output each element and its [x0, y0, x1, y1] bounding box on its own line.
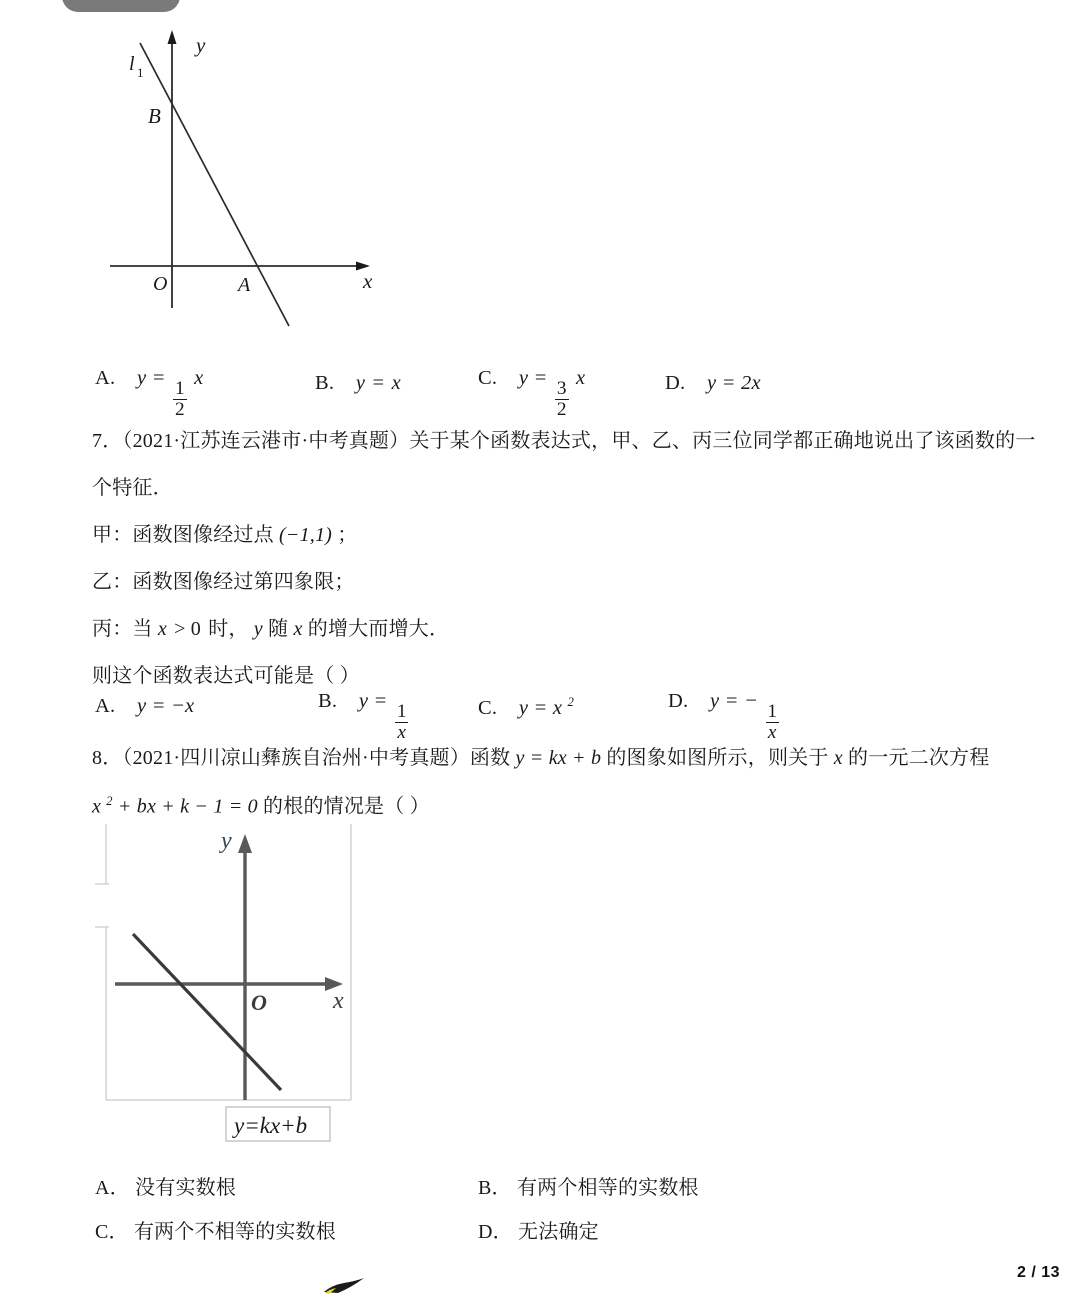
q7-option-c[interactable]	[478, 696, 574, 718]
q7-option-b-lhs: y =	[358, 690, 388, 712]
q7-clue-bing-cond: > 0	[174, 618, 201, 640]
header-tab-decoration	[62, 0, 180, 12]
q8-option-c[interactable]	[95, 1222, 336, 1242]
q6-option-c-variable: x	[576, 367, 586, 389]
figure-label-l: l	[129, 53, 135, 75]
q6-option-d-label: D.	[665, 372, 686, 394]
q8-option-b-label: B．	[478, 1177, 512, 1199]
q6-option-c-numerator: 3	[556, 378, 567, 400]
figure-question-8-coordinate-graph	[93, 822, 368, 1152]
q8-equation-exponent: 2	[106, 794, 113, 808]
q6-option-a-lhs: y =	[137, 367, 166, 389]
figure-point-label-o: O	[153, 273, 168, 295]
q7-clue-jia	[92, 525, 357, 545]
q7-option-d-label: D.	[668, 690, 689, 712]
q7-option-c-lhs: y = x	[518, 696, 563, 719]
q7-option-b-numerator: 1	[396, 701, 407, 723]
q7-option-b-denominator: x	[397, 721, 407, 743]
figure-axis-label-x: x	[363, 269, 373, 293]
q7-clue-jia-point: (−1,1)	[279, 524, 333, 546]
q8-option-c-text: 有两个不相等的实数根	[133, 1221, 336, 1243]
q6-option-b[interactable]	[315, 373, 401, 394]
figure-point-label-b: B	[148, 104, 161, 128]
q6-option-b-rhs: x	[391, 372, 401, 394]
q8-y-axis-arrowhead	[238, 834, 252, 853]
q8-stem-part-2: 的图象如图所示，则关于	[606, 747, 829, 769]
q7-option-c-label: C.	[478, 696, 498, 719]
q8-equation-x: x	[92, 795, 102, 818]
q8-option-c-label: C．	[95, 1221, 129, 1243]
q8-option-d-label: D．	[478, 1221, 513, 1243]
figure-label-l-subscript: 1	[137, 65, 144, 80]
q7-option-c-exponent: 2	[567, 695, 575, 709]
q8-line-label-text: y=kx+b	[234, 1113, 308, 1138]
q8-option-b-text: 有两个相等的实数根	[516, 1177, 699, 1199]
q6-option-c-label: C.	[478, 367, 498, 389]
q8-stem-part-3: 的一元二次方程	[848, 747, 990, 769]
q6-option-a-variable: x	[194, 367, 204, 389]
q6-option-b-equals: =	[372, 372, 385, 394]
q7-option-d-fraction	[765, 702, 779, 742]
q6-option-a-denominator: 2	[175, 398, 185, 420]
q7-option-a-label: A.	[95, 695, 116, 717]
q7-clue-yi: 乙：函数图像经过第四象限；	[92, 571, 355, 593]
figure-point-label-a: A	[238, 274, 251, 296]
q8-option-a-label: A．	[95, 1177, 130, 1199]
q7-option-b-label: B.	[318, 690, 338, 712]
q7-option-d-denominator: x	[767, 721, 777, 743]
q6-option-a-label: A.	[95, 367, 116, 389]
q7-option-d-lhs: y = −	[710, 690, 759, 712]
q7-option-d[interactable]	[668, 691, 781, 742]
q6-option-a-fraction	[173, 379, 187, 419]
q6-option-b-label: B.	[315, 372, 335, 394]
q8-option-a-text: 没有实数根	[135, 1177, 237, 1199]
q8-option-b[interactable]	[478, 1178, 699, 1198]
q7-ask-line: 则这个函数表达式可能是（ ）	[92, 665, 360, 687]
q8-stem-part-1: 8．（2021·四川凉山彝族自治州·中考真题）函数	[92, 747, 511, 769]
q7-clue-bing-a: 丙：当	[92, 618, 153, 640]
q7-clue-bing-x2: x	[293, 618, 303, 640]
q6-option-c-denominator: 2	[556, 398, 567, 420]
q7-clue-jia-suffix: ；	[337, 524, 358, 546]
q8-option-a[interactable]	[95, 1178, 236, 1198]
q8-option-d-text: 无法确定	[518, 1221, 599, 1243]
q8-equation-tail: 的根的情况是（ ）	[263, 795, 430, 818]
q8-option-d[interactable]	[478, 1222, 599, 1242]
q6-option-c-fraction	[555, 379, 569, 419]
q8-stem-line-2	[92, 795, 430, 817]
figure-axis-label-y: y	[196, 33, 206, 57]
q7-stem-line-1: 7．（2021·江苏连云港市·中考真题）关于某个函数表达式，甲、乙、丙三位同学都正确地说出了该函数的一	[92, 430, 1036, 452]
q6-option-b-lhs: y	[355, 372, 366, 394]
q7-option-a-expr: y = −x	[137, 695, 195, 717]
q8-axis-label-x: x	[333, 988, 344, 1014]
y-axis-arrowhead	[168, 30, 177, 44]
page-number: 2 / 13	[1016, 1264, 1060, 1281]
q6-option-c[interactable]	[478, 368, 585, 419]
q7-option-b[interactable]	[318, 691, 411, 742]
q7-clue-bing-d: 随	[268, 618, 289, 640]
q8-axis-label-y: y	[221, 828, 232, 854]
q8-origin-label-o: O	[251, 990, 267, 1015]
q8-stem-line-1	[92, 748, 989, 768]
q6-option-d-rhs: 2x	[741, 372, 761, 394]
q6-option-d[interactable]	[665, 373, 761, 394]
q7-clue-bing-y: y	[253, 618, 263, 640]
q7-clue-bing-c: 时，	[208, 618, 249, 640]
figure-question-6-coordinate-graph	[92, 18, 392, 338]
q8-equation-rest: + bx + k − 1 = 0	[117, 795, 258, 818]
q8-stem-function: y = kx + b	[515, 747, 602, 769]
q7-stem-line-2: 个特征．	[92, 477, 173, 499]
q7-clue-bing	[92, 619, 449, 639]
q7-clue-jia-prefix: 甲：函数图像经过点	[92, 524, 274, 546]
q6-option-c-lhs: y =	[518, 367, 548, 389]
q6-option-d-lhs: y =	[707, 372, 736, 394]
q7-option-b-fraction	[395, 702, 409, 742]
q7-clue-bing-e: 的增大而增大．	[307, 618, 450, 640]
q7-option-d-numerator: 1	[767, 701, 778, 723]
footer-watermark-fragment	[322, 1276, 366, 1296]
q6-option-a-numerator: 1	[175, 378, 185, 400]
q6-option-a[interactable]	[95, 368, 203, 419]
q8-stem-variable: x	[833, 747, 843, 769]
q7-option-a[interactable]	[95, 696, 194, 717]
q7-clue-bing-x: x	[157, 618, 167, 640]
